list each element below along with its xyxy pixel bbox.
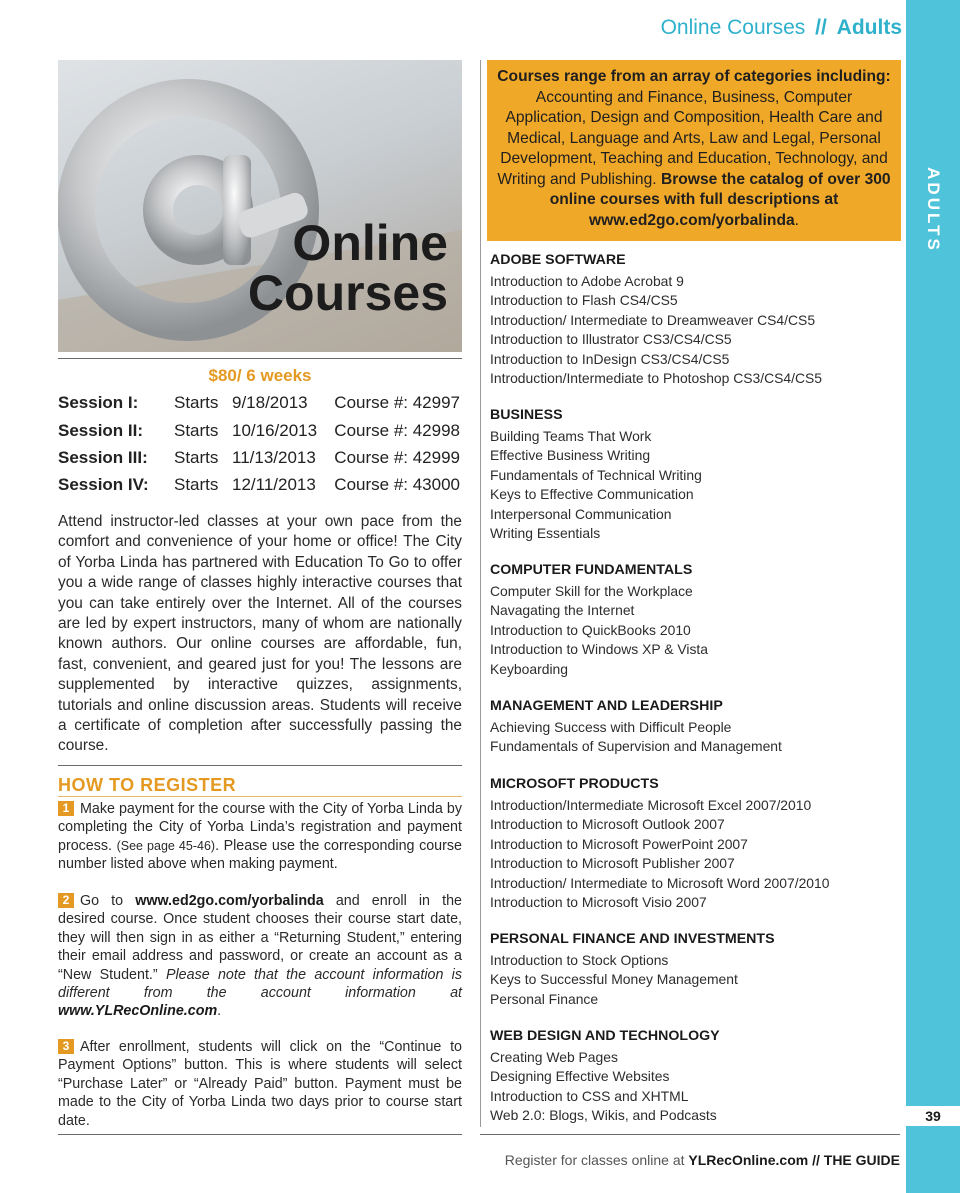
divider [58, 358, 462, 359]
footer-text: Register for classes online at [504, 1152, 689, 1168]
course-item: Introduction/ Intermediate to Microsoft Word 2007/2010 [490, 874, 830, 891]
page-number: 39 [906, 1106, 960, 1126]
category-heading: MANAGEMENT AND LEADERSHIP [490, 698, 723, 714]
course-item: Writing Essentials [490, 525, 601, 541]
header-section: Online Courses [660, 16, 806, 39]
course-item: Introduction to Illustrator CS3/CS4/CS5 [490, 331, 732, 347]
course-item: Introduction to Microsoft PowerPoint 2007 [490, 835, 748, 852]
intro-paragraph: Attend instructor-led classes at your own pace from the comfort and convenience of your home or office! The City of Yorba Linda has partnered with Education To Go to offer you a wide range of classes highly interactive courses that you can take entirely over the Internet. All of the courses are led by expert instructors, many of whom are nationally known authors. Our online courses are affordable, fun, fast, convenient, and geared just for you! The lessons are supplemented by interactive quizzes, assignments, tutorials and online discussion areas. Students will receive a certificate of completion after successfully passing the course. [58, 513, 462, 755]
session-row [58, 421, 462, 447]
session-row [58, 475, 462, 501]
ylreconline-link[interactable]: www.YLRecOnline.com [58, 1003, 218, 1020]
callout-list: Accounting and Finance, Business, Computer Application, Design and Composition, Health Care and Medical, Language and Arts, Law and Legal, Personal Development, Teaching and Education, Technology, and Writing and Publishing. [497, 88, 888, 188]
step-text: . [217, 1003, 222, 1020]
course-item: Introduction to CSS and XHTML [490, 1087, 689, 1104]
session-course: Course #: 43000 [334, 475, 460, 494]
session-name: Session II: [58, 421, 144, 440]
step-number: 2 [58, 893, 74, 908]
step-number: 3 [58, 1039, 74, 1054]
course-item: Introduction/Intermediate Microsoft Excel 2007/2010 [490, 796, 812, 813]
category-heading: BUSINESS [490, 407, 563, 423]
course-item: Introduction to Stock Options [490, 951, 669, 968]
session-course: Course #: 42997 [334, 393, 460, 412]
course-item: Introduction to Flash CS4/CS5 [490, 292, 678, 308]
header-audience: Adults [836, 16, 902, 39]
step-text: . Please use the corresponding course number listed above when making payment. [58, 837, 462, 873]
course-item: Introduction to Windows XP & Vista [490, 641, 708, 657]
footer-guide: // THE GUIDE [808, 1152, 900, 1168]
session-date: 11/13/2013 [232, 448, 316, 467]
page-reference: (See page 45-46) [116, 838, 216, 853]
course-item: Keys to Effective Communication [490, 486, 694, 502]
hero-image [58, 60, 462, 352]
categories-callout [487, 60, 901, 241]
side-tab-label: ADULTS [924, 167, 943, 253]
divider [58, 796, 462, 797]
page-header [661, 16, 902, 40]
hero-title-line2: Courses [247, 265, 448, 321]
course-item: Fundamentals of Supervision and Management [490, 738, 782, 754]
session-date: 12/11/2013 [232, 475, 316, 494]
step-text: After enrollment, students will click on the “Continue to Payment Options” button. This is where students will select “Purchase Later” or “Already Paid” button. Payment must be made to the City of Yorba Linda two days prior to course start date. [58, 1039, 462, 1129]
how-to-register-title: HOW TO REGISTER [58, 775, 237, 795]
course-item: Introduction to Microsoft Publisher 2007 [490, 855, 735, 871]
category-heading: MICROSOFT PRODUCTS [490, 776, 659, 792]
column-divider [480, 60, 481, 1127]
course-item: Fundamentals of Technical Writing [490, 466, 702, 483]
category-heading: COMPUTER FUNDAMENTALS [490, 562, 693, 578]
session-starts: Starts [174, 393, 219, 412]
course-item: Navagating the Internet [490, 602, 635, 618]
ed2go-link[interactable]: www.ed2go.com/yorbalinda [135, 893, 324, 909]
session-course: Course #: 42999 [334, 448, 460, 467]
course-item: Introduction to Microsoft Visio 2007 [490, 894, 707, 910]
session-row [58, 393, 462, 419]
category-heading: ADOBE SOFTWARE [490, 252, 626, 268]
course-item: Introduction to InDesign CS3/CS4/CS5 [490, 350, 730, 367]
register-step-2 [58, 892, 462, 1021]
course-item: Effective Business Writing [490, 447, 651, 463]
session-course: Course #: 42998 [334, 421, 460, 440]
category-heading: WEB DESIGN AND TECHNOLOGY [490, 1028, 720, 1044]
callout-lead: Courses range from an array of categories including: [497, 68, 891, 85]
page-footer [505, 1152, 900, 1168]
session-date: 9/18/2013 [232, 393, 308, 412]
register-step-3 [58, 1038, 462, 1130]
course-item: Web 2.0: Blogs, Wikis, and Podcasts [490, 1107, 717, 1123]
course-item: Introduction to Microsoft Outlook 2007 [490, 816, 725, 832]
step-text: and enroll in the desired course. Once student chooses their course start date, they will then sign in as either a “Returning Student,” entering their email address and password, or create an account as a “New Student.” [58, 893, 462, 983]
course-item: Creating Web Pages [490, 1048, 618, 1065]
register-step-1 [58, 800, 462, 874]
course-item: Keyboarding [490, 660, 568, 677]
callout-browse-link[interactable]: Browse the catalog of over 300 online courses with full descriptions at www.ed2go.com/yorbalinda [549, 170, 891, 229]
course-item: Personal Finance [490, 990, 599, 1007]
course-item: Keys to Successful Money Management [490, 971, 738, 987]
session-starts: Starts [174, 475, 219, 494]
session-row [58, 448, 462, 474]
session-name: Session III: [58, 448, 148, 467]
session-starts: Starts [174, 421, 219, 440]
course-item: Achieving Success with Difficult People [490, 718, 732, 735]
session-date: 10/16/2013 [232, 421, 318, 440]
header-separator: // [815, 16, 827, 39]
hero-title-line1: Online [292, 215, 448, 271]
callout-end: . [794, 211, 799, 229]
step-number: 1 [58, 801, 74, 816]
step-text: Go to [80, 893, 136, 909]
step-note: Please note that the account information is different from the account information at [58, 966, 463, 1002]
course-item: Introduction to QuickBooks 2010 [490, 621, 691, 638]
course-item: Introduction/ Intermediate to Dreamweaver CS4/CS5 [490, 311, 816, 328]
divider [480, 1134, 900, 1135]
course-item: Interpersonal Communication [490, 505, 672, 522]
price: $80/ 6 weeks [208, 366, 312, 385]
divider [58, 765, 462, 766]
session-starts: Starts [174, 448, 219, 467]
course-item: Building Teams That Work [490, 427, 652, 444]
category-heading: PERSONAL FINANCE AND INVESTMENTS [490, 931, 775, 947]
course-item: Introduction/Intermediate to Photoshop CS3/CS4/CS5 [490, 370, 823, 386]
hero-title [247, 215, 448, 321]
step-text: Make payment for the course with the City of Yorba Linda by completing the City of Yorba Linda’s registration and payment process. [58, 801, 462, 854]
footer-site-link[interactable]: YLRecOnline.com [688, 1152, 809, 1168]
session-name: Session I: [58, 393, 139, 412]
course-item: Introduction to Adobe Acrobat 9 [490, 272, 684, 289]
course-item: Designing Effective Websites [490, 1068, 670, 1084]
divider [58, 1134, 462, 1135]
course-item: Computer Skill for the Workplace [490, 582, 693, 599]
session-name: Session IV: [58, 475, 149, 494]
